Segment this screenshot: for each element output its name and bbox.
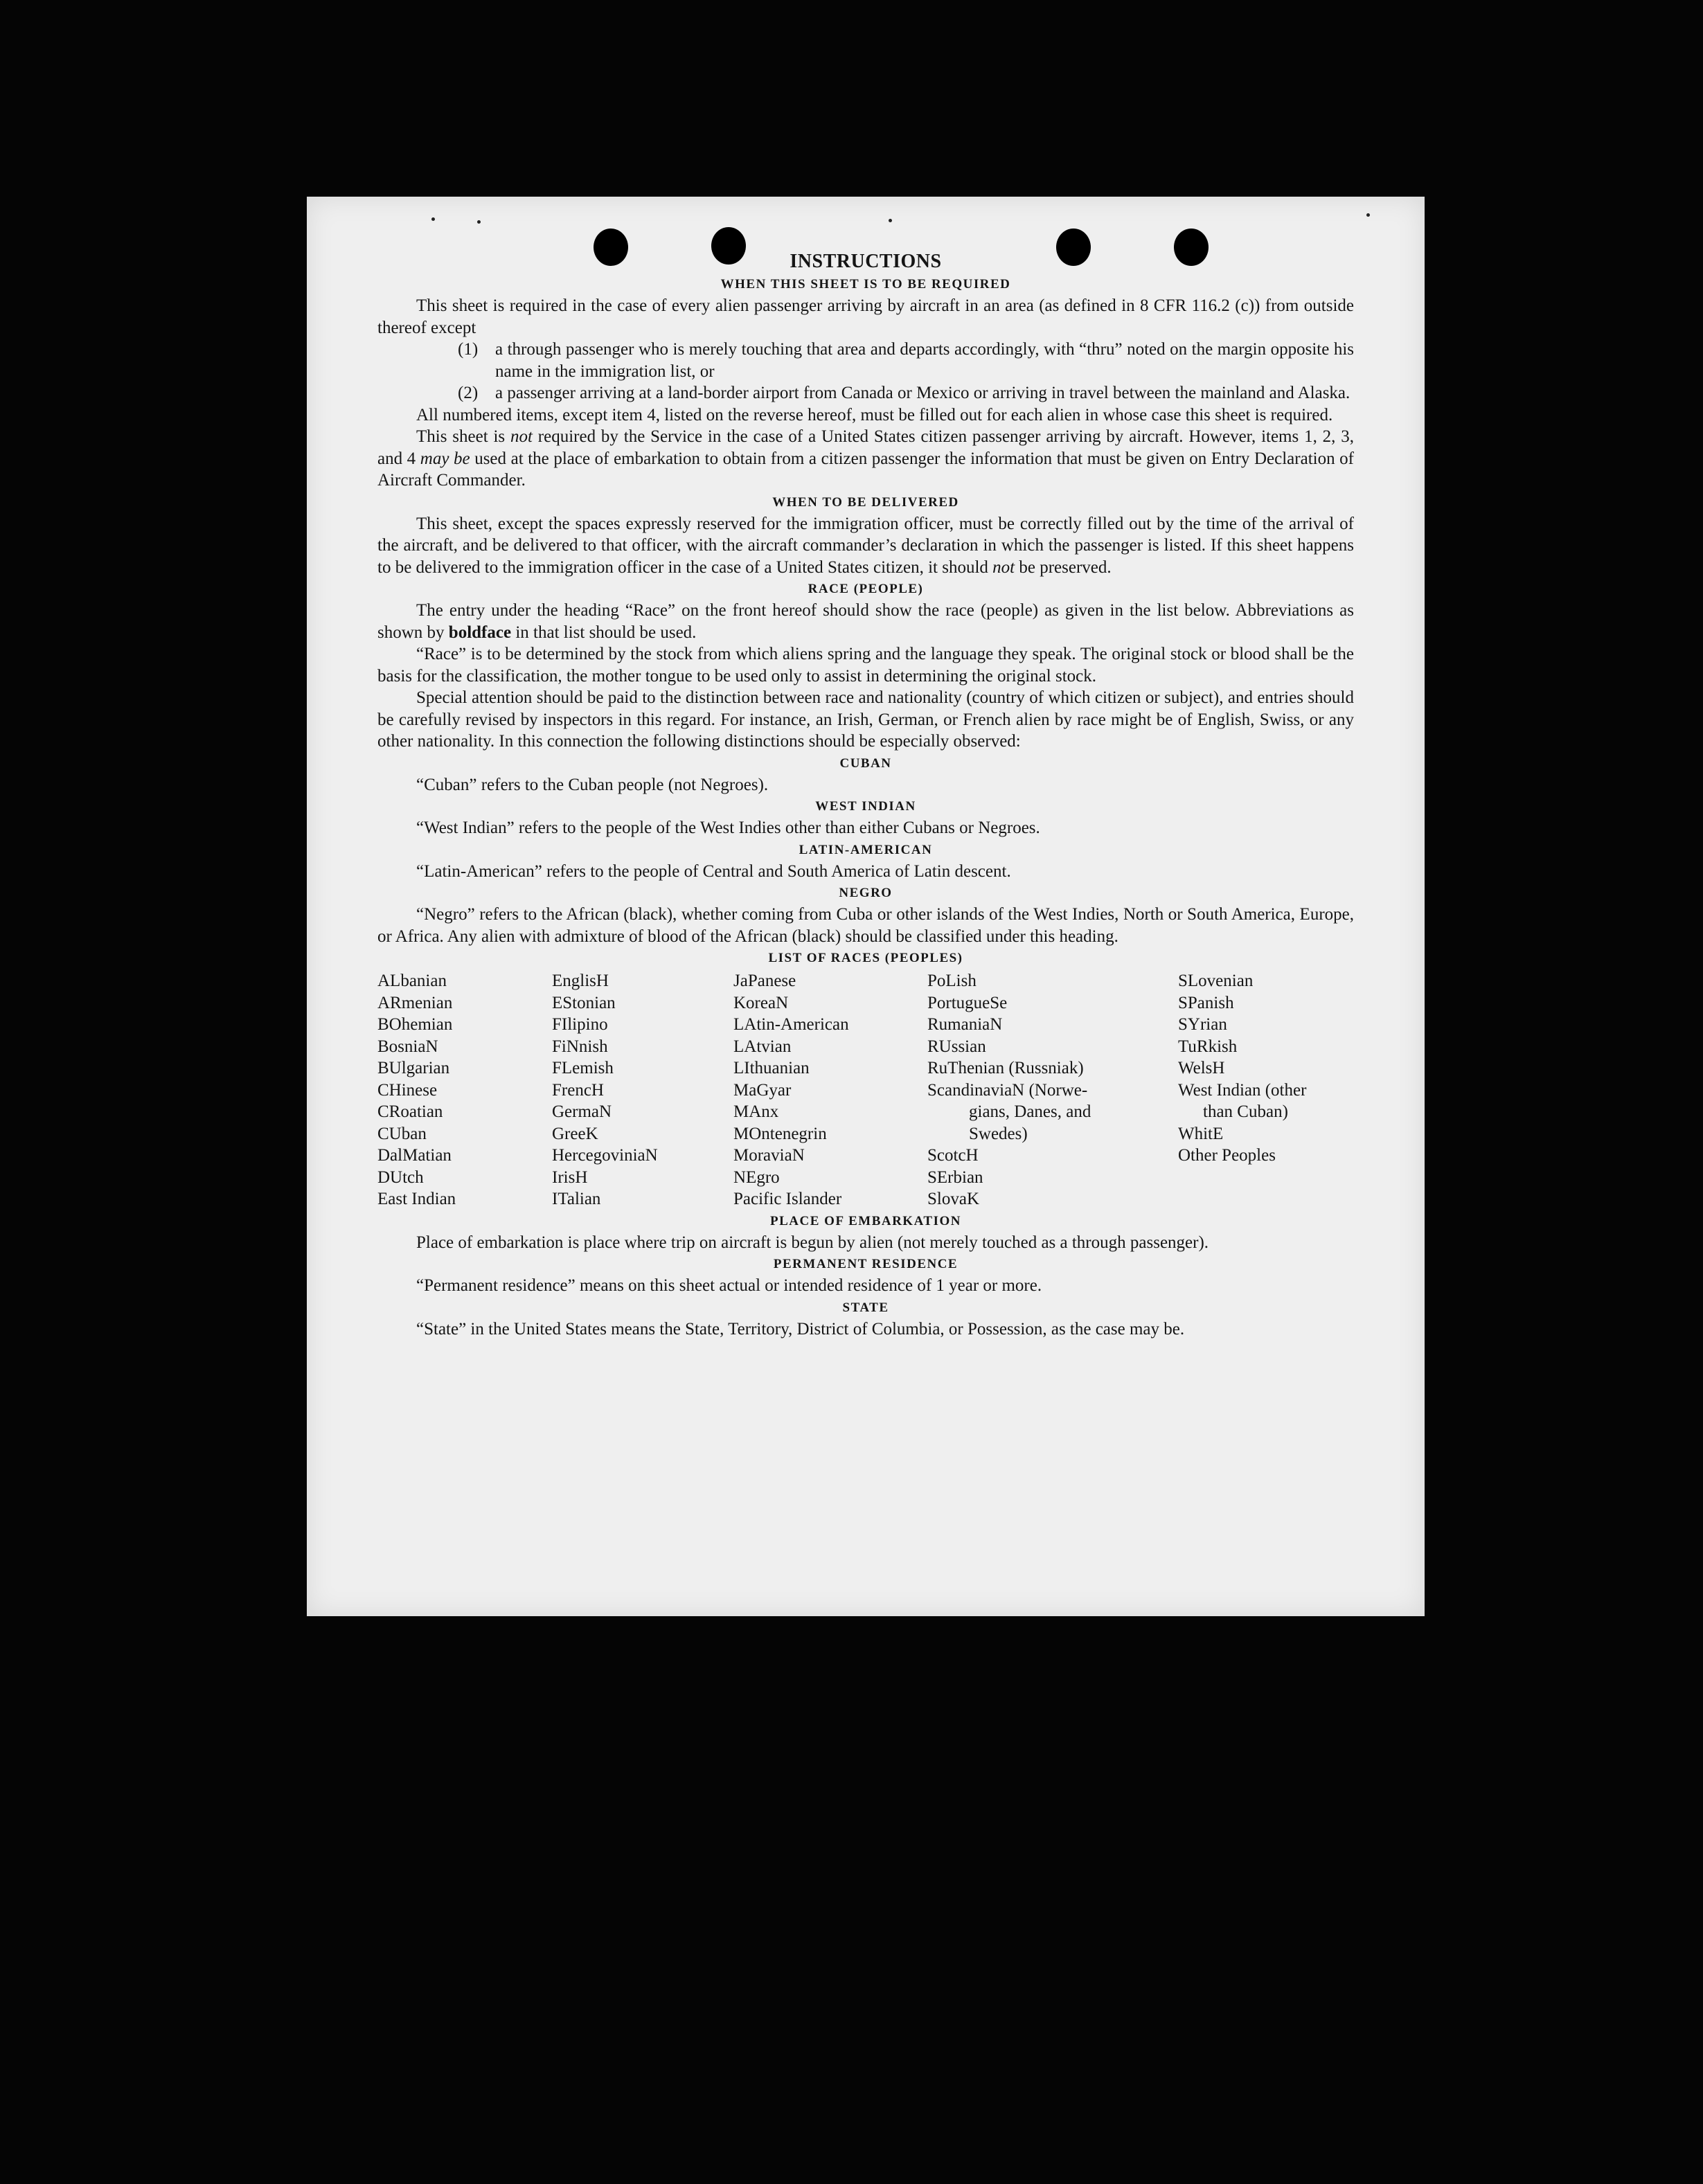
section-heading: STATE [842, 1300, 889, 1315]
bold-text: boldface [448, 623, 512, 642]
race-entry: KoreaN [733, 993, 789, 1012]
paragraph: “Latin-American” refers to the people of Central and South America of Latin descent. [416, 861, 1011, 881]
race-entry: GreeK [552, 1124, 598, 1143]
section-heading: LATIN-AMERICAN [799, 842, 933, 857]
section-heading: CUBAN [839, 755, 892, 771]
race-entry: CRoatian [377, 1102, 443, 1121]
race-entry: SPanish [1178, 993, 1234, 1012]
list-item [458, 382, 1354, 404]
paragraph: “Permanent residence” means on this sheet actual or intended residence of 1 year or more. [416, 1276, 1042, 1295]
text-run: The entry under the heading “Race” on the front hereof should show the race (people) as given in the list below. Abbreviations as shown by [377, 601, 1354, 642]
text-run: used at the place of embarkation to obtain from a citizen passenger the information that must be given on Entry Declaration of Aircraft Commander. [377, 449, 1354, 490]
race-entry-continued: than Cuban) [1203, 1102, 1288, 1121]
race-entry: MAnx [733, 1102, 779, 1121]
race-entry: ScandinaviaN (Norwe- [927, 1080, 1088, 1100]
race-entry-continued: gians, Danes, and [969, 1102, 1091, 1121]
race-entry: CUban [377, 1124, 427, 1143]
race-entry: NEgro [733, 1167, 780, 1187]
section-heading: WHEN TO BE DELIVERED [772, 494, 959, 510]
paragraph [377, 426, 1354, 492]
paragraph: “Cuban” refers to the Cuban people (not Negroes). [416, 775, 769, 794]
race-entry: FiNnish [552, 1037, 608, 1056]
text-run: be preserved. [1015, 557, 1112, 577]
italic-text: not [992, 557, 1015, 577]
race-entry: WhitE [1178, 1124, 1224, 1143]
race-entry: BOhemian [377, 1015, 453, 1034]
race-column [552, 970, 733, 1210]
race-entry: WelsH [1178, 1059, 1225, 1077]
race-entry: RumaniaN [927, 1015, 1003, 1034]
paragraph: Place of embarkation is place where trip on aircraft is begun by alien (not merely touched as a through passenger). [416, 1233, 1209, 1252]
section-heading: PLACE OF EMBARKATION [770, 1213, 961, 1228]
race-entry: IrisH [552, 1167, 588, 1187]
race-entry: PortugueSe [927, 993, 1008, 1012]
race-entry: FIlipino [552, 1015, 608, 1034]
paragraph [377, 513, 1354, 579]
race-entry: Other Peoples [1178, 1146, 1276, 1165]
paragraph [377, 600, 1354, 643]
race-entry: ITalian [552, 1190, 601, 1208]
race-entry: BosniaN [377, 1037, 438, 1056]
section-heading: WEST INDIAN [815, 799, 916, 814]
paragraph: “Negro” refers to the African (black), whether coming from Cuba or other islands of the West Indies, North or South America, Europe, or Africa. Any alien with admixture of blood of the African (black) should be classified under this heading. [377, 905, 1354, 946]
race-entry: CHinese [377, 1080, 438, 1100]
race-column [927, 970, 1178, 1210]
item-number: (2) [458, 384, 479, 402]
dust-speck [1366, 213, 1370, 217]
race-entry: East Indian [377, 1190, 456, 1208]
race-entry: DUtch [377, 1167, 424, 1187]
race-entry: ScotcH [927, 1146, 979, 1165]
list-item [458, 339, 1354, 382]
race-entry: DalMatian [377, 1146, 452, 1165]
race-entry: LIthuanian [733, 1059, 810, 1077]
page-title: INSTRUCTIONS [790, 251, 942, 272]
item-text: a passenger arriving at a land-border airport from Canada or Mexico or arriving in travel between the mainland and Alaska. [495, 384, 1350, 402]
race-entry: PoLish [927, 972, 977, 990]
race-entry: SlovaK [927, 1190, 979, 1208]
section-heading: PERMANENT RESIDENCE [773, 1257, 959, 1271]
paragraph: All numbered items, except item 4, listed on the reverse hereof, must be filled out for each alien in whose case this sheet is required. [416, 405, 1333, 424]
race-entry: HercegoviniaN [552, 1146, 658, 1165]
section-heading: WHEN THIS SHEET IS TO BE REQUIRED [720, 277, 1011, 292]
race-entry: RUssian [927, 1037, 986, 1056]
text-run: in that list should be used. [511, 623, 697, 642]
race-entry: Pacific Islander [733, 1190, 842, 1208]
instruction-sheet [307, 197, 1425, 1616]
race-entry-continued: Swedes) [969, 1124, 1028, 1143]
race-entry: GermaN [552, 1102, 612, 1121]
race-column [377, 970, 552, 1210]
race-entry: ARmenian [377, 993, 453, 1012]
italic-text: may be [420, 449, 470, 468]
paragraph: “State” in the United States means the State, Territory, District of Columbia, or Possession, as the case may be. [416, 1319, 1185, 1339]
race-entry: West Indian (other [1178, 1080, 1307, 1100]
italic-text: not [510, 427, 533, 446]
race-entry: ALbanian [377, 972, 447, 990]
dust-speck [431, 217, 435, 221]
text-run: This sheet, except the spaces expressly reserved for the immigration officer, must be correctly filled out by the time of the arrival of the aircraft, and be delivered to that officer, with the aircraft commander’s declaration in which the passenger is listed. If this sheet happens to be delivered to the immigration officer in the case of a United States citizen, it should [377, 514, 1354, 577]
race-column [733, 970, 927, 1210]
race-entry: EnglisH [552, 972, 609, 990]
paragraph: “Race” is to be determined by the stock from which aliens spring and the language they speak. The original stock or blood shall be the basis for the classification, the mother tongue to be used only to assist in determining the original stock. [377, 645, 1354, 686]
dust-speck [477, 220, 481, 224]
race-entry: MOntenegrin [733, 1124, 827, 1143]
race-list-table [377, 970, 1354, 1210]
paragraph: This sheet is required in the case of every alien passenger arriving by aircraft in an area (as defined in 8 CFR 116.2 (c)) from outside thereof except [377, 296, 1354, 337]
item-text: a through passenger who is merely touching that area and departs accordingly, with “thru” noted on the margin opposite his name in the immigration list, or [495, 340, 1354, 381]
race-entry: MoraviaN [733, 1146, 805, 1165]
race-entry: MaGyar [733, 1080, 792, 1100]
text-run: This sheet is [416, 427, 510, 446]
race-entry: LAtvian [733, 1037, 792, 1056]
section-heading: NEGRO [839, 886, 893, 900]
race-entry: EStonian [552, 993, 616, 1012]
paragraph: “West Indian” refers to the people of the West Indies other than either Cubans or Negroes. [416, 818, 1040, 837]
race-entry: SErbian [927, 1167, 983, 1187]
race-entry: SYrian [1178, 1015, 1227, 1034]
dust-speck [889, 219, 892, 222]
race-column [1178, 970, 1354, 1210]
paragraph: Special attention should be paid to the distinction between race and nationality (country of which citizen or subject), and entries should be carefully revised by inspectors in this regard. For instance, an Irish, German, or French alien by race might be of English, Swiss, or any other nationality. In this connection the following distinctions should be especially observed: [377, 688, 1354, 751]
section-heading: RACE (PEOPLE) [808, 582, 924, 596]
race-entry: FLemish [552, 1059, 614, 1077]
race-entry: LAtin-American [733, 1015, 849, 1034]
race-entry: TuRkish [1178, 1037, 1238, 1056]
item-number: (1) [458, 340, 479, 359]
text-run: required by the Service in the case of a United States citizen passenger arriving by aircraft. However, items 1, 2, 3, and 4 [377, 427, 1354, 468]
race-entry: BUlgarian [377, 1059, 450, 1077]
section-heading: LIST OF RACES (PEOPLES) [768, 951, 963, 965]
race-entry: RuThenian (Russniak) [927, 1059, 1084, 1077]
race-entry: SLovenian [1178, 972, 1254, 990]
race-entry: JaPanese [733, 972, 796, 990]
instructions-content [377, 250, 1354, 1340]
race-entry: FrencH [552, 1080, 604, 1100]
